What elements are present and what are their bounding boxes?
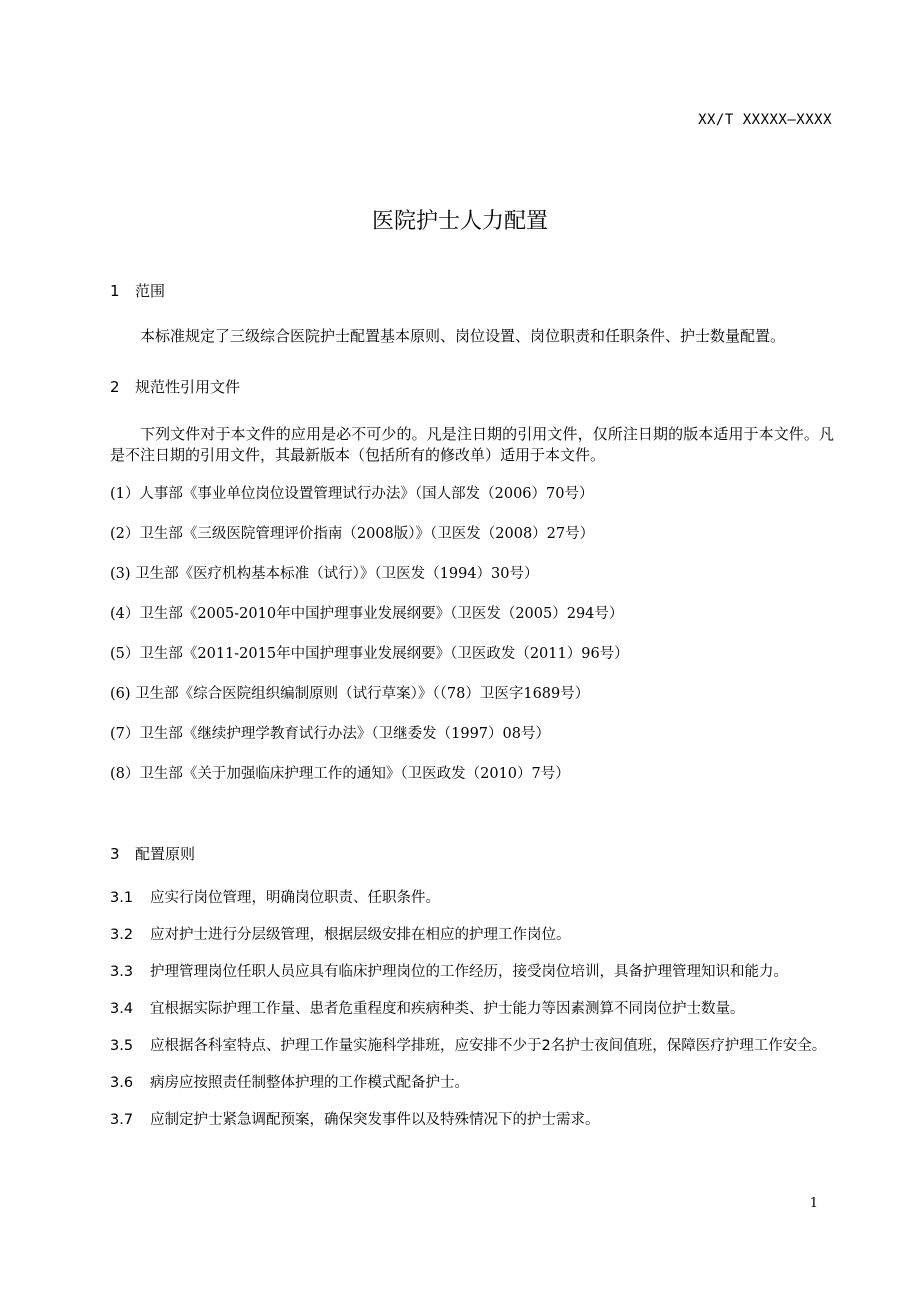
document-code: XX/T XXXXX—XXXX — [698, 112, 832, 128]
reference-item: (6) 卫生部《综合医院组织编制原则（试行草案）》（（78）卫医字1689号） — [110, 686, 590, 702]
page-title: 医院护士人力配置 — [371, 209, 548, 234]
reference-item: (5）卫生部《2011-2015年中国护理事业发展纲要》（卫医政发（2011）96号） — [110, 646, 629, 662]
page-number: 1 — [809, 1196, 818, 1211]
section-title: 规范性引用文件 — [135, 378, 241, 396]
principle-text: 应对护士进行分层级管理，根据层级安排在相应的护理工作岗位。 — [150, 927, 571, 943]
principle-item — [110, 925, 834, 946]
principle-item — [110, 888, 834, 909]
reference-list — [110, 484, 629, 804]
reference-item: (7）卫生部《继续护理学教育试行办法》（卫继委发（1997）08号） — [110, 726, 550, 742]
principle-text: 病房应按照责任制整体护理的工作模式配备护士。 — [150, 1075, 469, 1091]
section-title: 范围 — [135, 282, 166, 300]
principle-item — [110, 999, 834, 1020]
principle-number: 3.5 — [110, 1038, 134, 1054]
scope-paragraph: 本标准规定了三级综合医院护士配置基本原则、岗位设置、岗位职责和任职条件、护士数量配置。 — [140, 327, 786, 345]
principle-item — [110, 1036, 834, 1057]
principle-number: 3.4 — [110, 1001, 134, 1017]
principle-text: 护理管理岗位任职人员应具有临床护理岗位的工作经历，接受岗位培训，具备护理管理知识和能力。 — [150, 964, 788, 980]
section-number: 3 — [110, 845, 120, 863]
principle-number: 3.1 — [110, 890, 134, 906]
section-number: 2 — [110, 378, 120, 396]
references-intro-paragraph: 下列文件对于本文件的应用是必不可少的。凡是注日期的引用文件，仅所注日期的版本适用于本文件。凡是不注日期的引用文件，其最新版本（包括所有的修改单）适用于本文件。 — [110, 425, 834, 464]
principle-text: 应制定护士紧急调配预案，确保突发事件以及特殊情况下的护士需求。 — [150, 1112, 600, 1128]
section-title: 配置原则 — [135, 845, 196, 863]
principle-text: 宜根据实际护理工作量、患者危重程度和疾病种类、护士能力等因素测算不同岗位护士数量。 — [150, 1001, 745, 1017]
principle-item — [110, 1073, 834, 1094]
principle-text: 应实行岗位管理，明确岗位职责、任职条件。 — [150, 890, 440, 906]
section-heading-scope — [110, 280, 165, 301]
principle-number: 3.3 — [110, 964, 134, 980]
reference-item: (1）人事部《事业单位岗位设置管理试行办法》（国人部发（2006）70号） — [110, 486, 594, 502]
reference-item: (4）卫生部《2005-2010年中国护理事业发展纲要》（卫医发（2005）294号） — [110, 606, 624, 622]
reference-item: (8）卫生部《关于加强临床护理工作的通知》（卫医政发（2010）7号） — [110, 766, 570, 782]
principle-item — [110, 1110, 834, 1131]
principle-number: 3.7 — [110, 1112, 134, 1128]
principle-text: 应根据各科室特点、护理工作量实施科学排班，应安排不少于2名护士夜间值班，保障医疗护理工作安全。 — [150, 1038, 827, 1054]
principle-number: 3.6 — [110, 1075, 134, 1091]
principle-number: 3.2 — [110, 927, 134, 943]
principle-list — [110, 888, 834, 1147]
reference-item: (2）卫生部《三级医院管理评价指南（2008版）》（卫医发（2008）27号） — [110, 526, 595, 542]
principle-item — [110, 962, 834, 983]
section-heading-principles — [110, 843, 195, 864]
section-number: 1 — [110, 282, 120, 300]
reference-item: (3) 卫生部《医疗机构基本标准（试行）》（卫医发（1994）30号） — [110, 566, 539, 582]
section-heading-references — [110, 376, 240, 397]
